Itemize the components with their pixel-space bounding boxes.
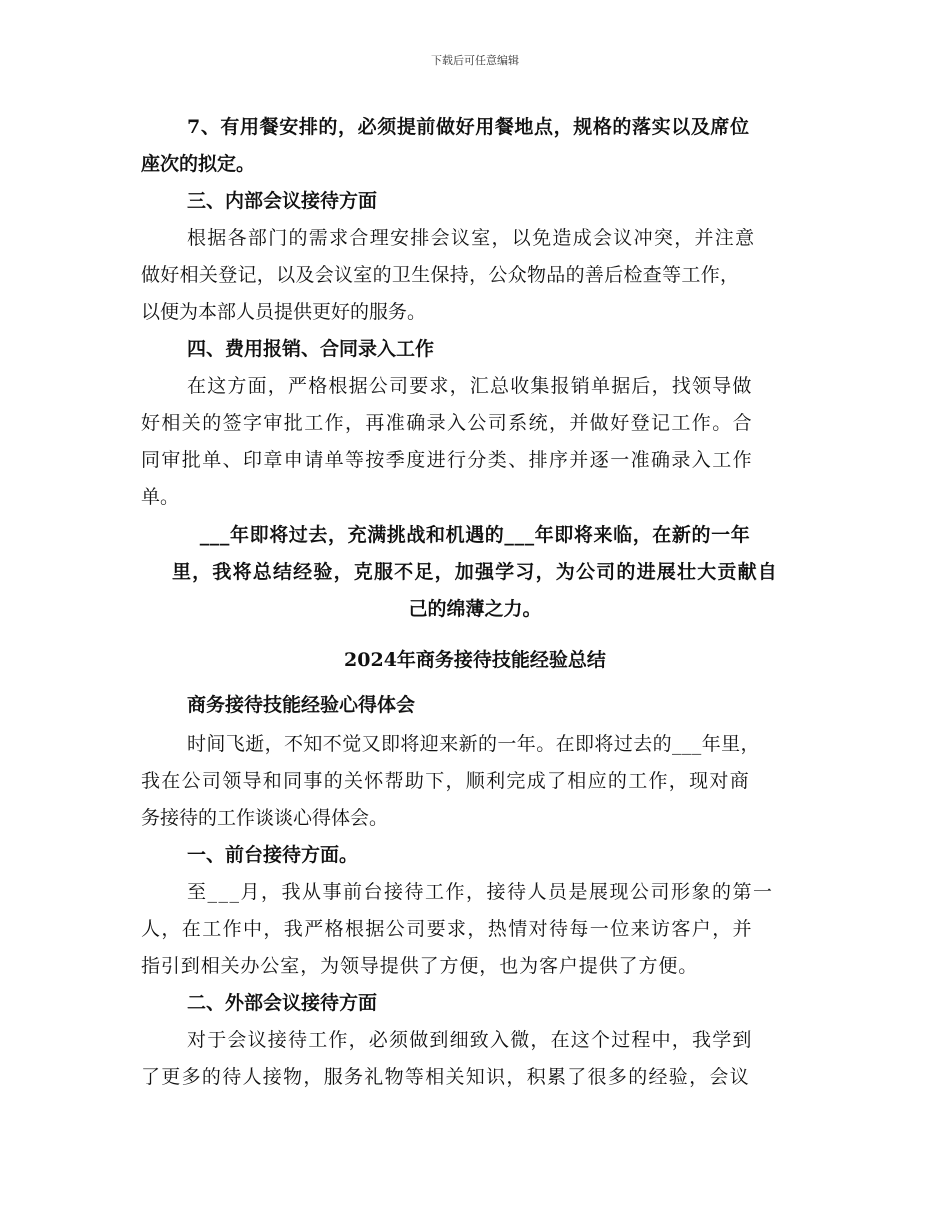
paragraph-line: 座次的拟定。 — [141, 153, 256, 175]
document-title: 2024年商务接待技能经验总结 — [344, 649, 606, 671]
paragraph-line: 了更多的待人接物，服务礼物等相关知识，积累了很多的经验，会议 — [141, 1066, 751, 1088]
closing-line: 里，我将总结经验，克服不足，加强学习，为公司的进展壮大贡献自 — [171, 561, 778, 583]
section-heading: 四、费用报销、合同录入工作 — [187, 338, 435, 360]
paragraph-line: 时间飞逝，不知不觉又即将迎来新的一年。在即将过去的___年里， — [187, 733, 760, 755]
paragraph-line: 我在公司领导和同事的关怀帮助下，顺利完成了相应的工作，现对商 — [141, 770, 751, 792]
closing-line: 己的绵薄之力。 — [408, 598, 542, 620]
paragraph-line: 同审批单、印章申请单等按季度进行分类、排序并逐一准确录入工作 — [141, 449, 754, 471]
closing-line: ___年即将过去，充满挑战和机遇的___年即将来临，在新的一年 — [199, 524, 751, 546]
paragraph-line: 在这方面，严格根据公司要求，汇总收集报销单据后，找领导做 — [187, 375, 753, 397]
paragraph-line: 以便为本部人员提供更好的服务。 — [141, 301, 427, 323]
paragraph-line: 务接待的工作谈谈心得体会。 — [141, 807, 389, 829]
section-heading: 三、内部会议接待方面 — [187, 190, 378, 212]
paragraph-line: 人，在工作中，我严格根据公司要求，热情对待每一位来访客户，并 — [141, 918, 754, 940]
paragraph-line: 7、有用餐安排的，必须提前做好用餐地点，规格的落实以及席位 — [187, 116, 750, 138]
paragraph-line: 单。 — [141, 486, 180, 508]
paragraph-line: 至___月，我从事前台接待工作，接待人员是展现公司形象的第一 — [187, 881, 774, 903]
paragraph-line: 根据各部门的需求合理安排会议室，以免造成会议冲突，并注意 — [187, 227, 756, 249]
paragraph-line: 做好相关登记，以及会议室的卫生保持，公众物品的善后检查等工作， — [141, 264, 740, 286]
section-heading: 商务接待技能经验心得体会 — [187, 694, 416, 716]
section-heading: 一、前台接待方面。 — [187, 844, 359, 866]
paragraph-line: 好相关的签字审批工作，再准确录入公司系统，并做好登记工作。合 — [141, 412, 754, 434]
paragraph-line: 对于会议接待工作，必须做到细致入微，在这个过程中，我学到 — [187, 1029, 753, 1051]
section-heading: 二、外部会议接待方面 — [187, 992, 378, 1014]
page-header: 下载后可任意编辑 — [431, 54, 519, 67]
paragraph-line: 指引到相关办公室，为领导提供了方便，也为客户提供了方便。 — [141, 955, 699, 977]
